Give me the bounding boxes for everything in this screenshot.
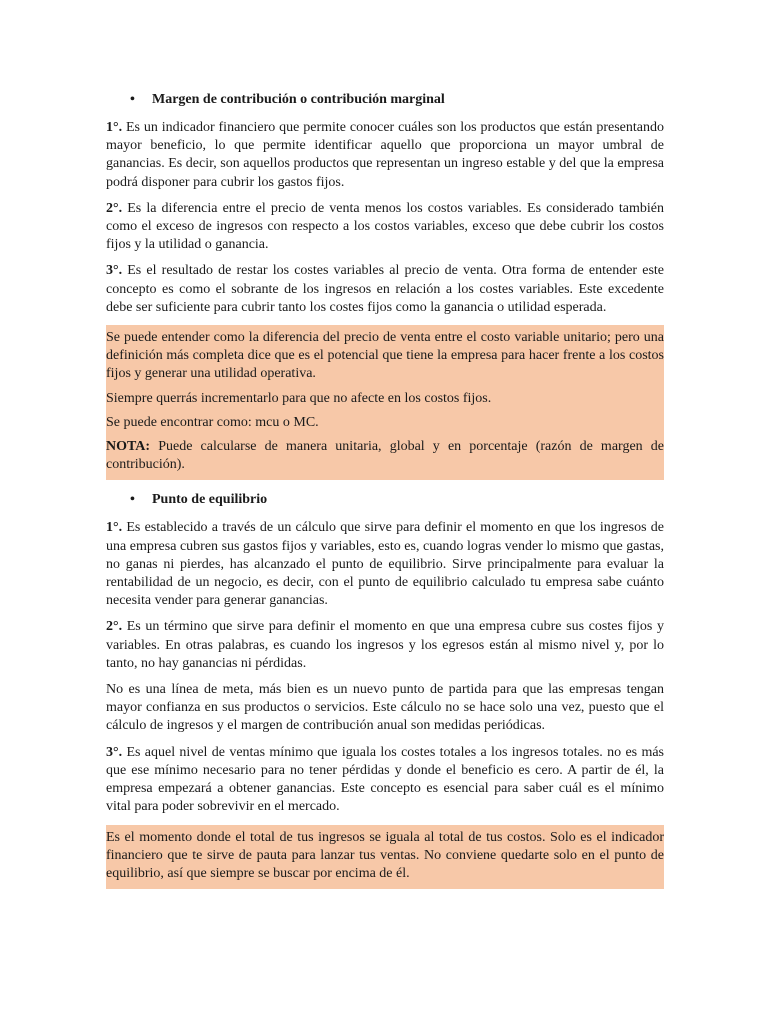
document-page <box>106 90 664 899</box>
note-text: Puede calcularse de manera unitaria, global y en porcentaje (razón de margen de contribución). <box>106 439 664 473</box>
paragraph-number: 1°. <box>106 520 123 536</box>
paragraph <box>106 200 664 255</box>
paragraph <box>106 618 664 673</box>
paragraph <box>106 681 664 736</box>
section-heading-text: Margen de contribución o contribución marginal <box>152 92 445 107</box>
paragraph <box>106 519 664 610</box>
section-heading-punto <box>106 490 664 509</box>
bullet-icon: • <box>130 492 135 508</box>
paragraph <box>106 262 664 317</box>
paragraph-text: Es el resultado de restar los costes variables al precio de venta. Otra forma de entender este concepto es como el sobrante de los ingresos en relación a los costes variables. Este excedente debe ser suficiente para cubrir tanto los costes fijos como la ganancia o utilidad esperada. <box>106 263 664 315</box>
paragraph-text: Es establecido a través de un cálculo que sirve para definir el momento en que los ingresos de una empresa cubren sus gastos fijos y variables, esto es, cuando logras vender lo mismo que gastas, no ganas ni pierdes, has alcanzado el punto de equilibrio. Sirve principalmente para evaluar la rentabilidad de un negocio, es decir, con el punto de equilibrio calculado tu empresa sabe cuánto necesita vender para generar ganancias. <box>106 520 664 609</box>
paragraph <box>106 744 664 817</box>
note-label: NOTA: <box>106 439 151 455</box>
section-heading-margen <box>106 90 664 109</box>
note-paragraph <box>106 438 664 474</box>
highlight-box-punto <box>106 825 664 890</box>
highlight-paragraph: Se puede encontrar como: mcu o MC. <box>106 414 319 430</box>
paragraph-number: 1°. <box>106 120 123 135</box>
paragraph-number: 2°. <box>106 200 123 216</box>
paragraph-text: Es un indicador financiero que permite conocer cuáles son los productos que están presentando mayor beneficio, lo que permite identificar aquello que proporciona un mayor umbral de ganancias. Es decir, son aquellos productos que representan un ingreso estable y del que la empresa podrá disponer para cubrir los gastos fijos. <box>106 120 664 190</box>
paragraph-text: Es un término que sirve para definir el momento en que una empresa cubre sus costes fijos y variables. En otras palabras, es cuando los ingresos y los egresos están al mismo nivel y, por lo tanto, no hay ganancias ni pérdidas. <box>106 619 664 671</box>
highlight-paragraph: Siempre querrás incrementarlo para que no afecte en los costos fijos. <box>106 390 492 406</box>
paragraph-number: 2°. <box>106 619 123 635</box>
paragraph-text: Es aquel nivel de ventas mínimo que iguala los costes totales a los ingresos totales. no es más que ese mínimo necesario para no tener pérdidas y donde el beneficio es cero. A partir de él, la empresa empezará a obtener ganancias. Este concepto es esencial para saber cuál es el mínimo vital para poder sobrevivir en el mercado. <box>106 744 664 815</box>
highlight-paragraph: Se puede entender como la diferencia del precio de venta entre el costo variable unitario; pero una definición más completa dice que es el potencial que tiene la empresa para hacer frente a los costos fijos y generar una utilidad operativa. <box>106 330 664 382</box>
paragraph-number: 3°. <box>106 263 123 279</box>
paragraph-number: 3°. <box>106 744 123 760</box>
paragraph-text: No es una línea de meta, más bien es un nuevo punto de partida para que las empresas tengan mayor confianza en sus productos o servicios. Este cálculo no se hace solo una vez, puesto que el cálculo de ingresos y el margen de contribución anual son medidas periódicas. <box>106 682 664 734</box>
highlight-box-margen <box>106 325 664 480</box>
paragraph <box>106 119 664 192</box>
bullet-icon: • <box>130 92 135 107</box>
section-heading-text: Punto de equilibrio <box>152 492 268 508</box>
highlight-paragraph: Es el momento donde el total de tus ingresos se iguala al total de tus costos. Solo es el indicador financiero que te sirve de pauta para lanzar tus ventas. No conviene quedarte solo en el punto de equilibrio, así que siempre se buscar por encima de él. <box>106 829 664 881</box>
paragraph-text: Es la diferencia entre el precio de venta menos los costos variables. Es considerado también como el exceso de ingresos con respecto a los costos variables, exceso que debe cubrir los costos fijos y la utilidad o ganancia. <box>106 200 664 253</box>
